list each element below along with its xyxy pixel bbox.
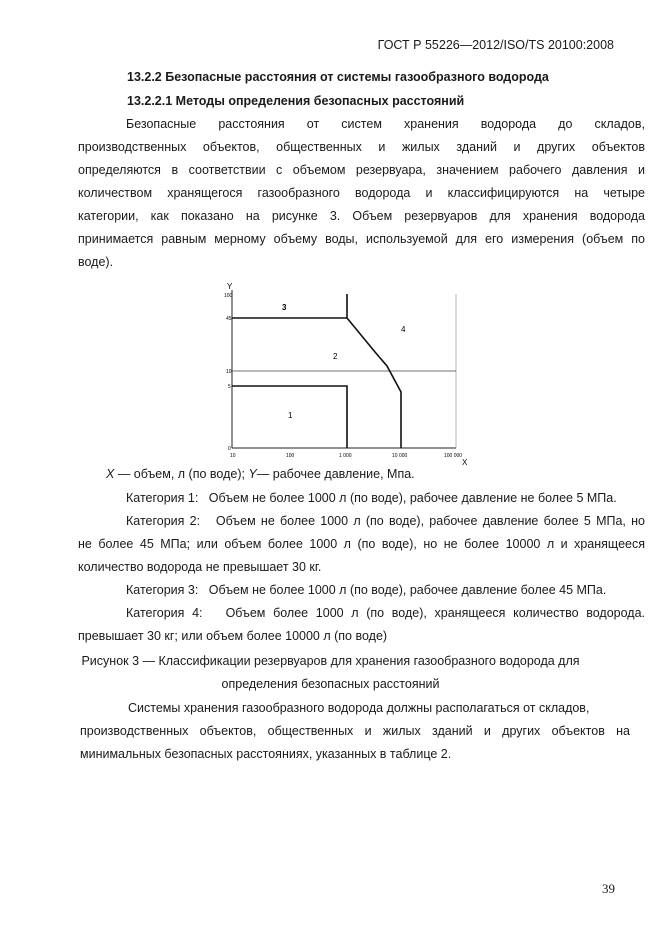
x-axis-letter: X <box>462 458 468 467</box>
legend-x-symbol: X <box>106 467 115 481</box>
legend-y-text: — рабочее давление, Мпа. <box>256 467 415 481</box>
paragraph-line: минимальных безопасных расстояниях, указанных в таблице 2. <box>80 747 452 761</box>
paragraph-line: производственных объектов, общественных и жилых зданий и других объектов <box>78 140 645 154</box>
paragraph-line: производственных объектов, общественных и жилых зданий и других объектов на <box>80 724 630 738</box>
region-label-3: 3 <box>282 303 287 312</box>
category-text: Объем не более 1000 л (по воде), рабочее давление более 45 МПа. <box>208 583 607 597</box>
y-tick-label: 5 <box>228 384 231 390</box>
category-text: Объем более 1000 л (по воде), хранящееся количество водорода. <box>225 606 645 620</box>
category-label: Категория 4: <box>126 606 203 620</box>
figure-legend <box>106 467 415 481</box>
paragraph-line: воде). <box>78 255 114 269</box>
category-text: Объем не более 1000 л (по воде), рабочее давление не более 5 МПа. <box>208 491 617 505</box>
figure-caption-cont: определения безопасных расстояний <box>221 677 440 691</box>
category-2 <box>78 510 645 533</box>
classification-diagram <box>215 280 475 470</box>
category-label: Категория 2: <box>126 514 201 528</box>
document-header: ГОСТ Р 55226—2012/ISO/TS 20100:2008 <box>377 38 614 52</box>
x-tick-label: 100 000 <box>444 453 463 459</box>
region-label-4: 4 <box>401 325 406 334</box>
region-label-1: 1 <box>288 411 293 420</box>
paragraph-line: количеством хранящегося газообразного водорода и классифицируются на четыре <box>78 186 645 200</box>
category-2-cont: не более 45 МПа; или объем более 1000 л (по воде), но не более 10000 л и хранящееся <box>78 537 645 551</box>
category-text: Объем не более 1000 л (по воде), рабочее давление более 5 МПа, но <box>215 514 646 528</box>
category-2-cont: количество водорода не превышает 30 кг. <box>78 560 322 574</box>
legend-y-symbol: Y <box>248 467 257 481</box>
x-tick-label: 10 <box>230 453 236 459</box>
subsection-heading: 13.2.2.1 Методы определения безопасных расстояний <box>127 94 465 108</box>
paragraph-line: категории, как показано на рисунке 3. Объем резервуаров для хранения водорода <box>78 209 645 223</box>
closing-paragraph <box>80 697 630 766</box>
category-4-cont: превышает 30 кг; или объем более 10000 л (по воде) <box>78 629 388 643</box>
legend-x-text: — объем, л (по воде); <box>114 467 249 481</box>
y-tick-label: 45 <box>226 316 232 322</box>
category-3 <box>78 579 645 602</box>
category-1 <box>78 487 645 510</box>
category-list <box>78 487 645 648</box>
category-label: Категория 3: <box>126 583 199 597</box>
section-heading: 13.2.2 Безопасные расстояния от системы газообразного водорода <box>127 70 549 84</box>
intro-paragraph <box>78 113 645 274</box>
figure-caption: Рисунок 3 — Классификации резервуаров для хранения газообразного водорода для <box>81 654 580 668</box>
paragraph-line: Системы хранения газообразного водорода должны располагаться от складов, <box>128 701 590 715</box>
y-tick-label: 10 <box>226 369 232 375</box>
x-tick-label: 1 000 <box>339 453 352 459</box>
category-4 <box>78 602 645 625</box>
x-tick-label: 10 000 <box>392 453 408 459</box>
page-number: 39 <box>602 881 615 896</box>
paragraph-line: определяются в соответствии с объемом резервуара, значением рабочего давления и <box>78 163 645 177</box>
category-label: Категория 1: <box>126 491 199 505</box>
y-tick-label: 100 <box>224 293 233 299</box>
paragraph-line: Безопасные расстояния от систем хранения водорода до складов, <box>126 117 645 131</box>
x-tick-label: 100 <box>286 453 295 459</box>
y-axis-letter: Y <box>227 282 233 291</box>
region-label-2: 2 <box>333 352 338 361</box>
y-tick-label: 0 <box>228 446 231 452</box>
paragraph-line: принимается равным мерному объему воды, используемой для его измерения (объем по <box>78 232 645 246</box>
